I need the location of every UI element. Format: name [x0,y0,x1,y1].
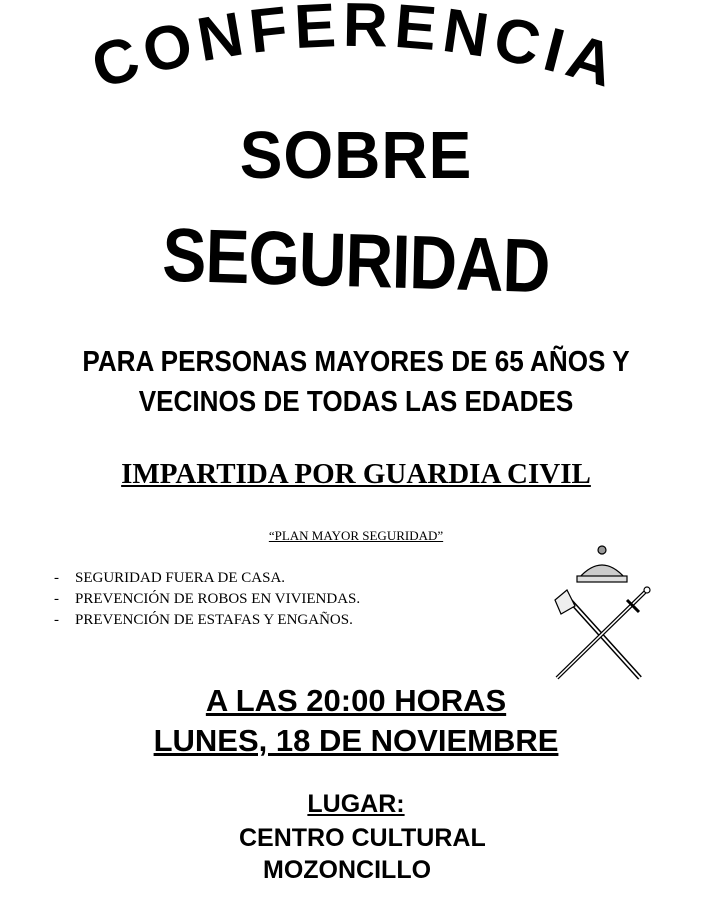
plan-label: “PLAN MAYOR SEGURIDAD” [268,528,444,543]
topic-item [54,610,360,631]
topic-text: PREVENCIÓN DE ESTAFAS Y ENGAÑOS. [75,612,353,628]
bullet-dash: - [54,591,59,607]
title-arc-text: CONFERENCIA [84,0,628,103]
event-date: LUNES, 18 DE NOVIEMBRE [153,723,559,758]
topic-item [54,589,360,610]
title-arc [0,0,712,130]
title-sobre: SOBRE [239,117,473,193]
place-label: LUGAR: [307,790,405,818]
guardia-civil-emblem-icon [545,540,660,685]
topic-text: PREVENCIÓN DE ROBOS EN VIVIENDAS. [75,591,361,607]
impartida-heading: IMPARTIDA POR GUARDIA CIVIL [121,458,591,490]
bullet-dash: - [54,570,59,586]
event-time: A LAS 20:00 HORAS [205,683,507,718]
svg-text:CONFERENCIA [84,0,628,102]
topic-item [54,568,360,589]
subtitle-line-1: PARA PERSONAS MAYORES DE 65 AÑOS Y [82,346,630,378]
place-line-1: CENTRO CULTURAL [239,824,486,852]
place-line-2: MOZONCILLO [263,856,432,884]
topics-list [54,568,360,631]
topic-text: SEGURIDAD FUERA DE CASA. [75,570,286,586]
subtitle-line-2: VECINOS DE TODAS LAS EDADES [138,386,574,418]
title-seguridad: SEGURIDAD [161,211,551,309]
bullet-dash: - [54,612,59,628]
